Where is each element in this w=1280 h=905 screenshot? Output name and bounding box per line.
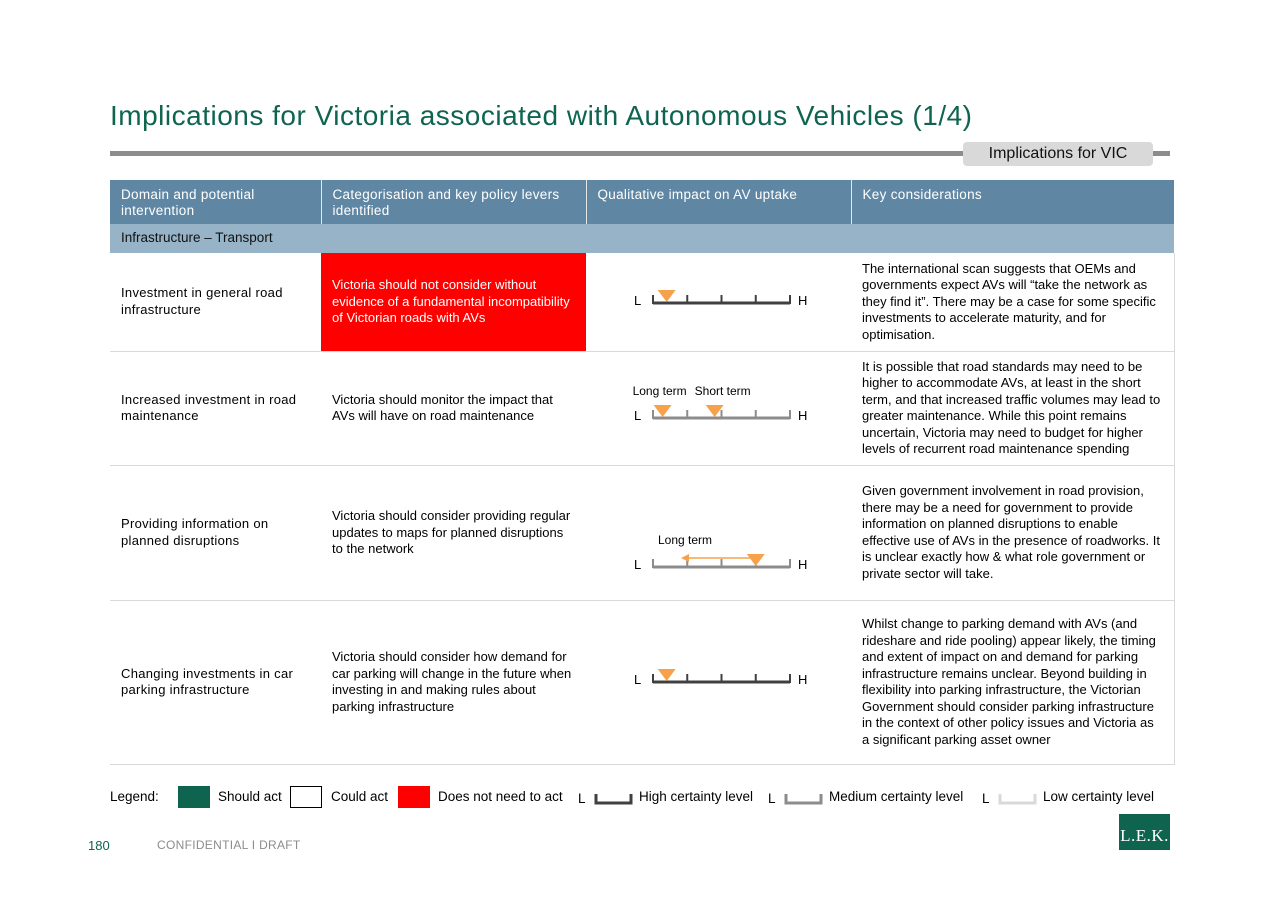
considerations-cell: Whilst change to parking demand with AVs (and rideshare and ride pooling) appear likely, the timing and extent of impact on and demand for parking infrastructure remains unclear. Beyond building in flexibility into parking infrastructure, the Victorian Government should consider parking infrastructure in the context of other policy issues and Victoria as a significant parking asset owner [851, 600, 1174, 765]
legend-low-certainty-bar [998, 786, 1038, 810]
legend-title: Legend: [110, 789, 159, 804]
legend-l-medium: L [768, 791, 776, 806]
confidentiality-label: CONFIDENTIAL I DRAFT [157, 838, 301, 852]
page-title: Implications for Victoria associated with Autonomous Vehicles (1/4) [110, 100, 973, 131]
impact-cell [586, 466, 851, 601]
section-tab: Implications for VIC [963, 142, 1153, 166]
impact-marker [658, 290, 676, 302]
impact-marker [654, 405, 672, 417]
category-cell: Victoria should not consider without evidence of a fundamental incompatibility of Victorian roads with AVs [321, 253, 586, 351]
scale-high-label: H [798, 407, 808, 423]
scale-low-label: L [634, 407, 642, 423]
legend-swatch-should-act [178, 786, 210, 808]
considerations-cell: The international scan suggests that OEMs and governments expect AVs will “take the network as they find it”. There may be a case for some specific investments to accelerate maturity, and for optimisation. [851, 253, 1174, 351]
considerations-cell: Given government involvement in road provision, there may be a need for government to provide information on planned disruptions to enable effective use of AVs in the presence of roadworks. It is unclear exactly how & what role government or private sector will take. [851, 466, 1174, 601]
section-label: Infrastructure – Transport [110, 224, 1174, 253]
impact-scale [586, 253, 851, 346]
column-header-considerations: Key considerations [851, 180, 1174, 224]
legend-could-act: Could act [331, 789, 389, 804]
table-row [110, 600, 1174, 765]
legend-should-act: Should act [218, 789, 282, 804]
legend-l-high: L [578, 791, 586, 806]
implications-table [110, 180, 1175, 765]
impact-marker [658, 669, 676, 681]
legend-high-certainty-bar [594, 786, 634, 810]
legend-l-low: L [982, 791, 990, 806]
column-header-category: Categorisation and key policy levers identified [321, 180, 586, 224]
company-logo: L.E.K. [1119, 814, 1170, 850]
table-row [110, 351, 1174, 466]
impact-cell [586, 600, 851, 765]
impact-cell [586, 351, 851, 466]
category-cell: Victoria should consider how demand for car parking will change in the future when investing in and making rules about parking infrastructure [321, 600, 586, 765]
category-cell: Victoria should consider providing regular updates to maps for planned disruptions to the network [321, 466, 586, 601]
page-number: 180 [88, 838, 110, 853]
table-header-row [110, 180, 1174, 224]
shift-arrow-head [681, 554, 689, 562]
marker-label: Long term [632, 383, 687, 398]
domain-cell: Increased investment in road maintenance [110, 351, 321, 466]
legend-medium-certainty: Medium certainty level [829, 789, 964, 804]
legend-swatch-no-act [398, 786, 430, 808]
scale-high-label: H [798, 293, 808, 308]
considerations-cell: It is possible that road standards may need to be higher to accommodate AVs, at least in the short term, and that increased traffic volumes may lead to greater maintenance. While this point remains uncertain, Victoria may need to budget for higher levels of recurrent road maintenance spending [851, 351, 1174, 466]
legend-high-certainty: High certainty level [639, 789, 754, 804]
legend-low-certainty: Low certainty level [1043, 789, 1155, 804]
scale-high-label: H [798, 557, 808, 572]
impact-scale [586, 352, 851, 461]
scale-low-label: L [634, 671, 642, 687]
table-row [110, 466, 1174, 601]
scale-high-label: H [798, 671, 808, 687]
domain-cell: Changing investments in car parking infrastructure [110, 600, 321, 765]
domain-cell: Providing information on planned disruptions [110, 466, 321, 601]
impact-scale [586, 466, 851, 595]
impact-cell [586, 253, 851, 351]
scale-low-label: L [634, 293, 642, 308]
domain-cell: Investment in general road infrastructure [110, 253, 321, 351]
legend-swatch-could-act [290, 786, 322, 808]
marker-label: Short term [694, 383, 751, 398]
impact-marker [747, 554, 765, 566]
legend-medium-certainty-bar [784, 786, 824, 810]
impact-scale [586, 601, 851, 760]
column-header-impact: Qualitative impact on AV uptake [586, 180, 851, 224]
section-row [110, 224, 1174, 253]
scale-low-label: L [634, 557, 642, 572]
marker-label: Long term [658, 533, 713, 547]
legend-no-act: Does not need to act [438, 789, 563, 804]
table-row [110, 253, 1174, 351]
category-cell: Victoria should monitor the impact that AVs will have on road maintenance [321, 351, 586, 466]
column-header-domain: Domain and potential intervention [110, 180, 321, 224]
